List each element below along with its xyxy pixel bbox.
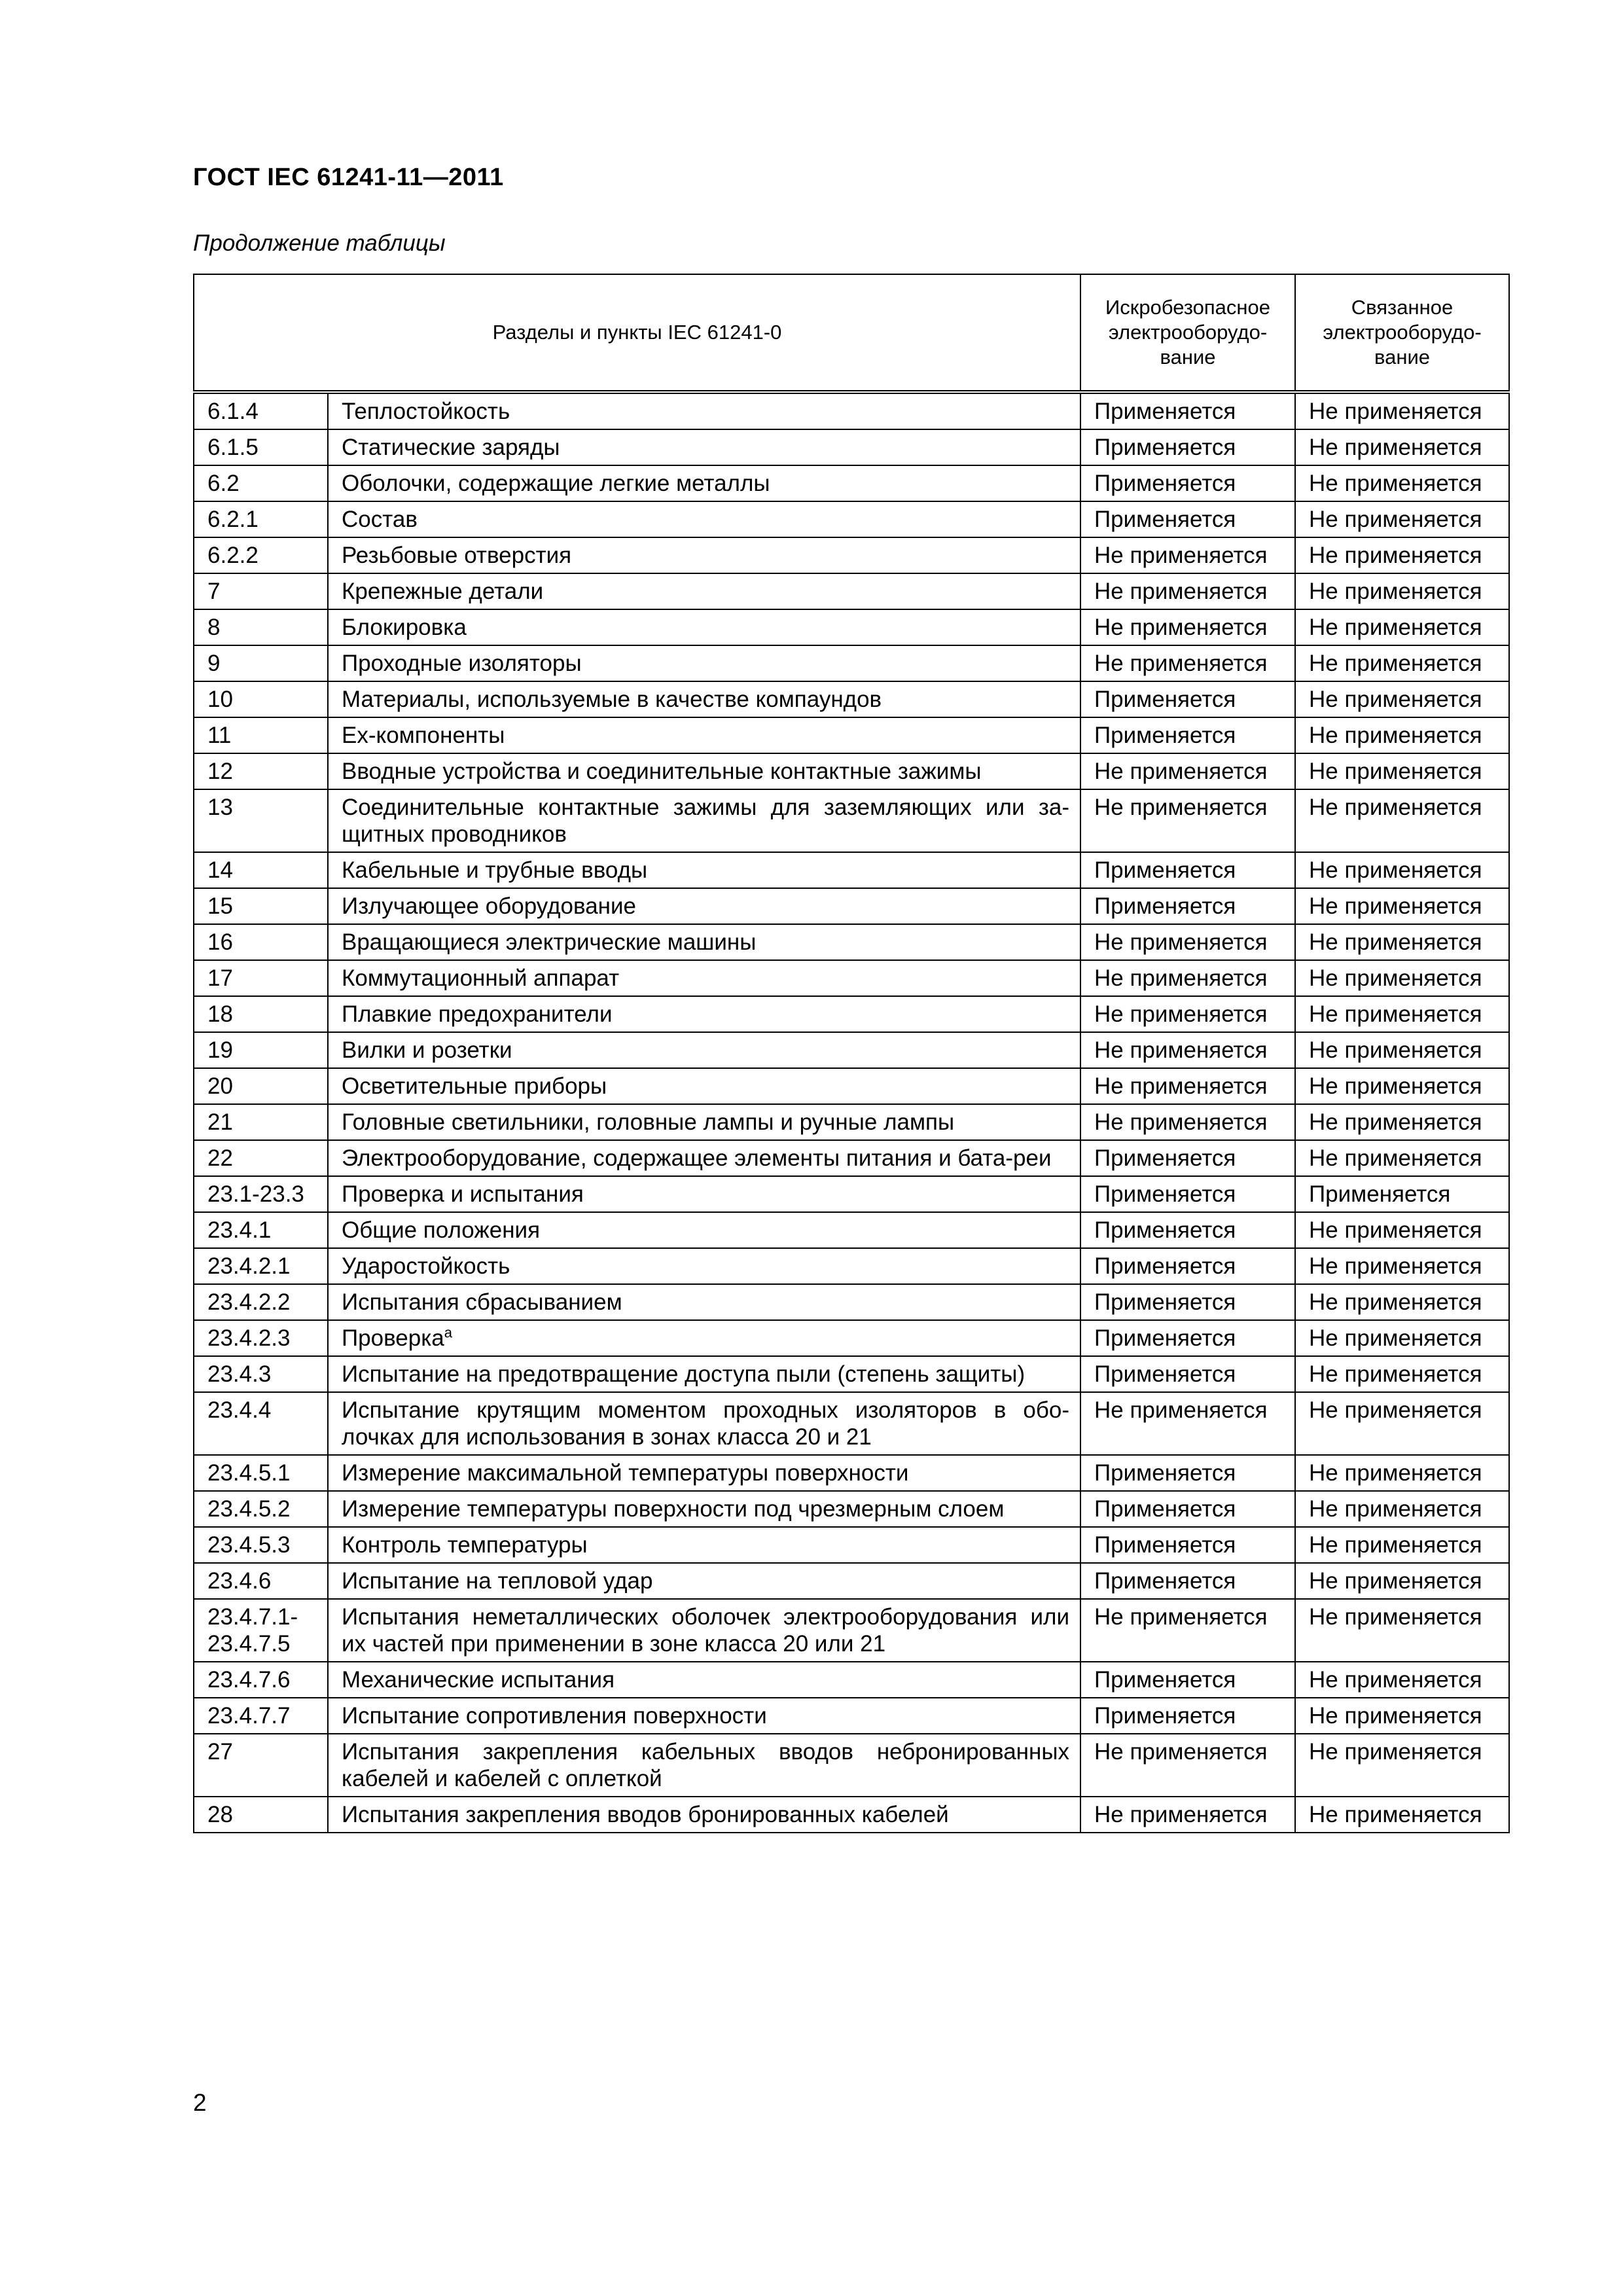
column-header-associated: Связанное электрооборудо-вание [1295, 274, 1509, 392]
row-section-title [328, 924, 1080, 960]
row-section-number: 23.4.5.1 [194, 1455, 328, 1491]
table-row [194, 1392, 1509, 1455]
associated-status: Не применяется [1295, 888, 1509, 924]
intrinsically-safe-status: Не применяется [1080, 1032, 1295, 1068]
associated-status: Не применяется [1295, 753, 1509, 789]
table-row [194, 1599, 1509, 1662]
row-section-title-text: Ударостойкость [342, 1253, 510, 1279]
table-row [194, 1140, 1509, 1176]
row-section-number: 14 [194, 852, 328, 888]
row-section-number: 23.4.2.2 [194, 1284, 328, 1320]
intrinsically-safe-status: Применяется [1080, 852, 1295, 888]
row-section-title-text: Вводные устройства и соединительные контактные зажимы [342, 759, 982, 784]
row-section-number: 23.1-23.3 [194, 1176, 328, 1212]
intrinsically-safe-status: Применяется [1080, 1662, 1295, 1698]
intrinsically-safe-status: Применяется [1080, 392, 1295, 429]
intrinsically-safe-status: Применяется [1080, 501, 1295, 537]
intrinsically-safe-status: Применяется [1080, 1176, 1295, 1212]
row-section-title-text: Материалы, используемые в качестве компаундов [342, 687, 882, 712]
row-section-number: 16 [194, 924, 328, 960]
intrinsically-safe-status: Применяется [1080, 1248, 1295, 1284]
row-section-title [328, 1698, 1080, 1734]
table-row [194, 1455, 1509, 1491]
row-section-title [328, 1176, 1080, 1212]
row-section-number: 8 [194, 609, 328, 645]
associated-status: Не применяется [1295, 1599, 1509, 1662]
intrinsically-safe-status: Не применяется [1080, 1599, 1295, 1662]
table-row [194, 537, 1509, 573]
associated-status: Не применяется [1295, 392, 1509, 429]
row-section-title [328, 1455, 1080, 1491]
row-section-number: 12 [194, 753, 328, 789]
column-header-sections: Разделы и пункты IEC 61241-0 [194, 274, 1080, 392]
row-section-title-text: Осветительные приборы [342, 1073, 607, 1099]
table-row [194, 681, 1509, 717]
table-row [194, 852, 1509, 888]
intrinsically-safe-status: Не применяется [1080, 1392, 1295, 1455]
row-section-title-text: Испытание на предотвращение доступа пыли (степень защиты) [342, 1361, 1026, 1387]
associated-status: Не применяется [1295, 852, 1509, 888]
associated-status: Не применяется [1295, 645, 1509, 681]
row-section-number: 23.4.3 [194, 1356, 328, 1392]
row-section-title-text: Испытание сопротивления поверхности [342, 1703, 767, 1729]
row-section-number: 23.4.7.1-23.4.7.5 [194, 1599, 328, 1662]
associated-status: Не применяется [1295, 1140, 1509, 1176]
row-section-number: 6.1.4 [194, 392, 328, 429]
row-section-number: 11 [194, 717, 328, 753]
table-row [194, 1797, 1509, 1833]
intrinsically-safe-status: Применяется [1080, 681, 1295, 717]
associated-status: Не применяется [1295, 1212, 1509, 1248]
table-row [194, 996, 1509, 1032]
row-section-title [328, 1104, 1080, 1140]
row-section-title-text: Испытания сбрасыванием [342, 1289, 622, 1315]
table-row [194, 1104, 1509, 1140]
table-row [194, 429, 1509, 465]
associated-status: Не применяется [1295, 501, 1509, 537]
row-section-number: 23.4.5.2 [194, 1491, 328, 1527]
intrinsically-safe-status: Применяется [1080, 1212, 1295, 1248]
table-row [194, 1356, 1509, 1392]
associated-status: Не применяется [1295, 1356, 1509, 1392]
row-section-title [328, 1284, 1080, 1320]
associated-status: Не применяется [1295, 609, 1509, 645]
row-section-title-text: Блокировка [342, 615, 467, 640]
row-section-title-text: Резьбовые отверстия [342, 543, 572, 568]
table-row [194, 1068, 1509, 1104]
table-row [194, 1491, 1509, 1527]
associated-status: Не применяется [1295, 924, 1509, 960]
intrinsically-safe-status: Не применяется [1080, 753, 1295, 789]
row-section-number: 6.2.1 [194, 501, 328, 537]
row-section-number: 27 [194, 1734, 328, 1797]
associated-status: Не применяется [1295, 681, 1509, 717]
row-section-number: 9 [194, 645, 328, 681]
page-number: 2 [193, 2089, 207, 2116]
row-section-title-text: Коммутационный аппарат [342, 965, 620, 991]
intrinsically-safe-status: Применяется [1080, 717, 1295, 753]
table-row [194, 1527, 1509, 1563]
row-section-title [328, 888, 1080, 924]
table-row [194, 924, 1509, 960]
row-section-title-text: Испытание на тепловой удар [342, 1568, 653, 1594]
row-section-title [328, 1356, 1080, 1392]
row-section-title-text: Испытания закрепления вводов бронированных кабелей [342, 1802, 949, 1827]
intrinsically-safe-status: Применяется [1080, 1140, 1295, 1176]
row-section-title [328, 1320, 1080, 1356]
associated-status: Не применяется [1295, 1734, 1509, 1797]
table-row [194, 465, 1509, 501]
table-row [194, 1662, 1509, 1698]
table-row [194, 789, 1509, 852]
row-section-title [328, 1491, 1080, 1527]
intrinsically-safe-status: Не применяется [1080, 1797, 1295, 1833]
intrinsically-safe-status: Не применяется [1080, 1104, 1295, 1140]
intrinsically-safe-status: Не применяется [1080, 789, 1295, 852]
intrinsically-safe-status: Применяется [1080, 429, 1295, 465]
row-section-title [328, 717, 1080, 753]
table-row [194, 392, 1509, 429]
associated-status: Не применяется [1295, 1248, 1509, 1284]
table-row [194, 1176, 1509, 1212]
row-section-title-text: Испытания неметаллических оболочек электрооборудования или их частей при применении в зоне класса 20 или 21 [342, 1604, 1069, 1657]
intrinsically-safe-status: Применяется [1080, 1527, 1295, 1563]
row-section-title [328, 1734, 1080, 1797]
associated-status: Не применяется [1295, 996, 1509, 1032]
row-section-title [328, 1392, 1080, 1455]
associated-status: Применяется [1295, 1176, 1509, 1212]
associated-status: Не применяется [1295, 960, 1509, 996]
row-section-title [328, 1662, 1080, 1698]
row-section-number: 23.4.1 [194, 1212, 328, 1248]
row-section-title [328, 789, 1080, 852]
intrinsically-safe-status: Применяется [1080, 1356, 1295, 1392]
intrinsically-safe-status: Не применяется [1080, 960, 1295, 996]
row-section-title-text: Состав [342, 507, 418, 532]
table-row [194, 1032, 1509, 1068]
row-section-number: 18 [194, 996, 328, 1032]
associated-status: Не применяется [1295, 789, 1509, 852]
table-row [194, 501, 1509, 537]
row-section-title [328, 609, 1080, 645]
row-section-title-text: Проверка [342, 1325, 444, 1351]
table-row [194, 1698, 1509, 1734]
table-row [194, 573, 1509, 609]
row-section-number: 10 [194, 681, 328, 717]
associated-status: Не применяется [1295, 717, 1509, 753]
associated-status: Не применяется [1295, 1527, 1509, 1563]
associated-status: Не применяется [1295, 1032, 1509, 1068]
intrinsically-safe-status: Не применяется [1080, 1734, 1295, 1797]
intrinsically-safe-status: Применяется [1080, 888, 1295, 924]
intrinsically-safe-status: Не применяется [1080, 645, 1295, 681]
associated-status: Не применяется [1295, 573, 1509, 609]
row-section-title [328, 852, 1080, 888]
row-section-title-text: Измерение температуры поверхности под чрезмерным слоем [342, 1496, 1005, 1522]
row-section-title-text: Вращающиеся электрические машины [342, 929, 757, 955]
row-section-title [328, 1527, 1080, 1563]
row-section-title [328, 429, 1080, 465]
row-section-title [328, 392, 1080, 429]
associated-status: Не применяется [1295, 1068, 1509, 1104]
intrinsically-safe-status: Не применяется [1080, 573, 1295, 609]
row-section-number: 23.4.2.3 [194, 1320, 328, 1356]
row-section-number: 17 [194, 960, 328, 996]
row-section-title-text: Механические испытания [342, 1667, 615, 1693]
associated-status: Не применяется [1295, 1284, 1509, 1320]
row-section-title [328, 1140, 1080, 1176]
row-section-number: 23.4.7.6 [194, 1662, 328, 1698]
associated-status: Не применяется [1295, 1662, 1509, 1698]
row-section-number: 13 [194, 789, 328, 852]
table-body [194, 392, 1509, 1833]
row-section-title-text: Соединительные контактные зажимы для заземляющих или за-щитных проводников [342, 795, 1069, 847]
row-section-number: 19 [194, 1032, 328, 1068]
row-section-number: 28 [194, 1797, 328, 1833]
row-section-number: 20 [194, 1068, 328, 1104]
row-section-title [328, 1248, 1080, 1284]
table-row [194, 1284, 1509, 1320]
row-section-title-text: Головные светильники, головные лампы и ручные лампы [342, 1109, 955, 1135]
row-section-title [328, 501, 1080, 537]
intrinsically-safe-status: Применяется [1080, 1320, 1295, 1356]
row-section-title-text: Контроль температуры [342, 1532, 588, 1558]
associated-status: Не применяется [1295, 1320, 1509, 1356]
associated-status: Не применяется [1295, 1797, 1509, 1833]
intrinsically-safe-status: Не применяется [1080, 609, 1295, 645]
row-section-number: 15 [194, 888, 328, 924]
row-section-number: 23.4.4 [194, 1392, 328, 1455]
associated-status: Не применяется [1295, 1698, 1509, 1734]
row-section-title-text: Общие положения [342, 1217, 541, 1243]
row-section-title [328, 537, 1080, 573]
table-caption: Продолжение таблицы [193, 230, 446, 256]
row-section-title [328, 1068, 1080, 1104]
intrinsically-safe-status: Применяется [1080, 1284, 1295, 1320]
row-section-title-text: Кабельные и трубные вводы [342, 857, 648, 883]
row-section-number: 23.4.6 [194, 1563, 328, 1599]
column-header-intrinsically-safe: Искробезопасное электрооборудо-вание [1080, 274, 1295, 392]
intrinsically-safe-status: Применяется [1080, 1698, 1295, 1734]
row-section-title-text: Плавкие предохранители [342, 1001, 613, 1027]
row-section-title-text: Проходные изоляторы [342, 651, 582, 676]
associated-status: Не применяется [1295, 1455, 1509, 1491]
row-section-title [328, 960, 1080, 996]
row-section-title-text: Оболочки, содержащие легкие металлы [342, 471, 770, 496]
row-section-title [328, 645, 1080, 681]
table-header-row [194, 274, 1509, 392]
row-section-title [328, 996, 1080, 1032]
table-row [194, 1563, 1509, 1599]
row-section-number: 23.4.2.1 [194, 1248, 328, 1284]
row-section-number: 6.2 [194, 465, 328, 501]
document-title: ГОСТ IEC 61241-11—2011 [193, 164, 504, 191]
row-section-title [328, 1032, 1080, 1068]
table-row [194, 1212, 1509, 1248]
row-section-number: 22 [194, 1140, 328, 1176]
row-section-title-text: Проверка и испытания [342, 1181, 584, 1207]
associated-status: Не применяется [1295, 465, 1509, 501]
intrinsically-safe-status: Не применяется [1080, 924, 1295, 960]
row-section-number: 7 [194, 573, 328, 609]
table-row [194, 888, 1509, 924]
intrinsically-safe-status: Применяется [1080, 1491, 1295, 1527]
table-row [194, 1320, 1509, 1356]
row-section-title-text: Измерение максимальной температуры поверхности [342, 1460, 909, 1486]
associated-status: Не применяется [1295, 1392, 1509, 1455]
row-section-title [328, 465, 1080, 501]
row-section-title-text: Электрооборудование, содержащее элементы питания и бата-реи [342, 1145, 1052, 1171]
row-section-title [328, 753, 1080, 789]
intrinsically-safe-status: Применяется [1080, 1563, 1295, 1599]
row-section-title-text: Крепежные детали [342, 579, 544, 604]
table-row [194, 753, 1509, 789]
table-row [194, 645, 1509, 681]
row-section-number: 6.1.5 [194, 429, 328, 465]
footnote-marker: а [444, 1324, 453, 1341]
table-row [194, 1734, 1509, 1797]
intrinsically-safe-status: Не применяется [1080, 537, 1295, 573]
row-section-number: 23.4.5.3 [194, 1527, 328, 1563]
row-section-title [328, 1599, 1080, 1662]
associated-status: Не применяется [1295, 429, 1509, 465]
associated-status: Не применяется [1295, 1563, 1509, 1599]
table-row [194, 1248, 1509, 1284]
intrinsically-safe-status: Не применяется [1080, 996, 1295, 1032]
row-section-number: 6.2.2 [194, 537, 328, 573]
row-section-title-text: Теплостойкость [342, 399, 510, 424]
row-section-title [328, 681, 1080, 717]
row-section-title-text: Излучающее оборудование [342, 893, 637, 919]
row-section-number: 23.4.7.7 [194, 1698, 328, 1734]
table-row [194, 960, 1509, 996]
row-section-number: 21 [194, 1104, 328, 1140]
associated-status: Не применяется [1295, 1491, 1509, 1527]
row-section-title-text: Вилки и розетки [342, 1037, 512, 1063]
intrinsically-safe-status: Не применяется [1080, 1068, 1295, 1104]
table-row [194, 717, 1509, 753]
row-section-title [328, 1563, 1080, 1599]
associated-status: Не применяется [1295, 537, 1509, 573]
row-section-title-text: Ех-компоненты [342, 723, 505, 748]
row-section-title-text: Испытание крутящим моментом проходных изоляторов в обо-лочках для использования в зонах класса 20 и 21 [342, 1397, 1069, 1450]
row-section-title-text: Испытания закрепления кабельных вводов небронированных кабелей и кабелей с оплеткой [342, 1739, 1069, 1791]
table-row [194, 609, 1509, 645]
associated-status: Не применяется [1295, 1104, 1509, 1140]
row-section-title [328, 573, 1080, 609]
row-section-title [328, 1212, 1080, 1248]
row-section-title-text: Статические заряды [342, 435, 560, 460]
row-section-title [328, 1797, 1080, 1833]
intrinsically-safe-status: Применяется [1080, 465, 1295, 501]
applicability-table [193, 274, 1510, 1833]
intrinsically-safe-status: Применяется [1080, 1455, 1295, 1491]
